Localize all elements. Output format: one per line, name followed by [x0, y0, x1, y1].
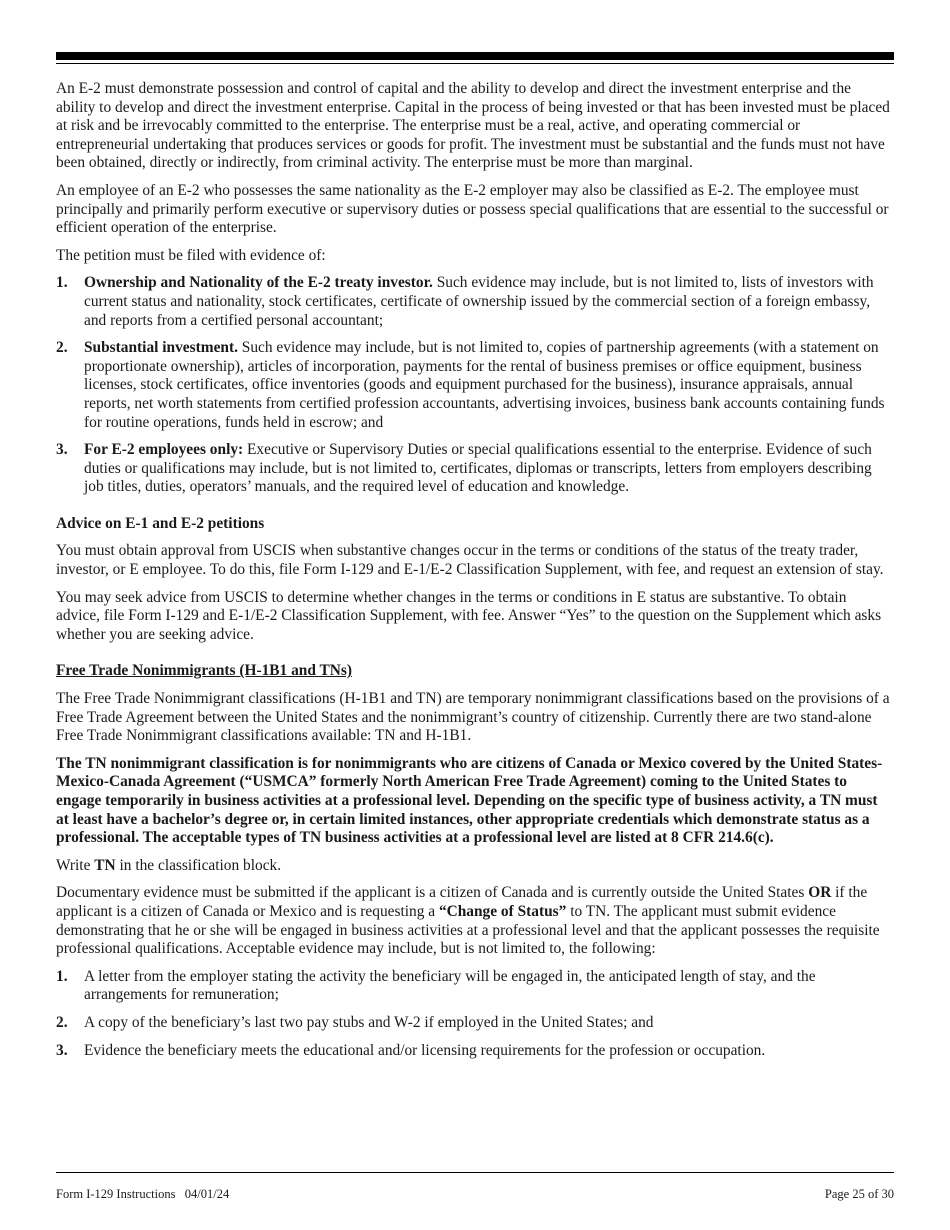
intro-paragraph-3: The petition must be filed with evidence of: — [56, 246, 326, 264]
free-trade-heading: Free Trade Nonimmigrants (H-1B1 and TNs) — [56, 662, 352, 680]
list-item-title: For E-2 employees only: — [84, 441, 244, 459]
list-text — [84, 274, 894, 330]
tn-classification-paragraph: The TN nonimmigrant classification is for nonimmigrants who are citizens of Canada or Mexico covered by the United States-Mexico-Canada Agreement (“USMCA” formerly North American Free Trade Agreement) coming to the United States to engage temporarily in business activities at a professional level. Depending on the specific type of business activity, a TN must at least have a bachelor’s degree or, in certain limited instances, other appropriate credentials which demonstrate status as a professional. The acceptable types of TN business activities at a professional level are listed at 8 CFR 214.6(c). — [56, 754, 883, 847]
doc-change-of-status: “Change of Status” — [438, 902, 567, 920]
write-tn-post: in the classification block. — [115, 856, 282, 874]
header-thin-rule — [56, 63, 894, 64]
list-number: 2. — [56, 339, 68, 357]
intro-paragraph-1: An E-2 must demonstrate possession and control of capital and the ability to develop and direct the investment enterprise and the ability to develop and direct the investment enterprise. Capital in the process of being invested or that has been invested must be placed at risk and be irrevocably committed to the enterprise. The enterprise must be a real, active, and operating commercial or entrepreneurial undertaking that produces services or goods for profit. The investment must be substantial and the funds must not have been obtained, directly or indirectly, from criminal activity. The enterprise must be more than marginal. — [56, 80, 890, 172]
doc-text-c: to TN. The applicant must submit evidence demonstrating that he or she will be engaged in business activities at a professional level and that the applicant possesses the requisite professional qualifications. Acceptable evidence may include, but is not limited to, the following: — [56, 902, 880, 958]
free-trade-paragraph-1: The Free Trade Nonimmigrant classifications (H-1B1 and TN) are temporary nonimmigrant classifications based on the provisions of a Free Trade Agreement between the United States and the nonimmigrant’s country of citizenship. Currently there are two stand-alone Free Trade Nonimmigrant classifications available: TN and H-1B1. — [56, 690, 890, 745]
footer-rule — [56, 1172, 894, 1173]
list-item-body: Such evidence may include, but is not limited to, lists of investors with current status and nationality, stock certificates, certificate of ownership issued by the commercial section of a foreign embassy, and reports from a certified personal accountant; — [84, 274, 874, 329]
list-text — [84, 441, 894, 497]
tn-list-item — [56, 1042, 894, 1061]
list-item-body: Such evidence may include, but is not limited to, copies of partnership agreements (with a statement on proportionate ownership), articles of incorporation, payments for the rental of business premises or office equipment, business licenses, stock certificates, office inventories (goods and equipment purchased for the business), insurance appraisals, annual reports, net worth statements from certified profession accountants, advertising invoices, business bank accounts containing funds for routine operations, funds held in escrow; and — [84, 339, 885, 431]
list-text: A letter from the employer stating the activity the beneficiary will be engaged in, the anticipated length of stay, and the arrangements for remuneration; — [84, 967, 816, 1004]
advice-heading: Advice on E-1 and E-2 petitions — [56, 514, 265, 532]
doc-text-b: if the applicant is a citizen of Canada or Mexico and is requesting a — [56, 884, 868, 920]
write-tn-code: TN — [94, 856, 116, 874]
list-text: A copy of the beneficiary’s last two pay stubs and W-2 if employed in the United States; and — [84, 1013, 654, 1031]
evidence-list-item — [56, 339, 894, 432]
write-tn-paragraph — [56, 857, 894, 876]
tn-evidence-list — [56, 968, 894, 1060]
intro-paragraph-2: An employee of an E-2 who possesses the same nationality as the E-2 employer may also be classified as E-2. The employee must principally and primarily perform executive or supervisory duties or possess special qualifications that are essential to the successful or efficient operation of the enterprise. — [56, 181, 889, 237]
footer-form-info: Form I-129 Instructions 04/01/24 — [56, 1187, 230, 1201]
tn-list-item — [56, 968, 894, 1005]
advice-paragraph-2: You may seek advice from USCIS to determine whether changes in the terms or conditions in E status are substantive. To obtain advice, file Form I-129 and E-1/E-2 Classification Supplement, with fee. Answer “Yes” to the question on the Supplement which asks whether you are seeking advice. — [56, 588, 882, 643]
write-tn-pre: Write — [56, 856, 95, 874]
list-number: 1. — [56, 967, 68, 985]
header-thick-rule — [56, 52, 894, 60]
footer-page-number: Page 25 of 30 — [824, 1187, 894, 1201]
list-number: 3. — [56, 1041, 68, 1059]
documentary-evidence-paragraph — [56, 884, 894, 958]
list-number: 1. — [56, 274, 68, 292]
list-text — [84, 339, 894, 432]
evidence-list-item — [56, 274, 894, 330]
evidence-list-item — [56, 441, 894, 497]
list-number: 3. — [56, 441, 68, 459]
doc-or: OR — [808, 884, 832, 902]
evidence-list — [56, 274, 894, 497]
list-text: Evidence the beneficiary meets the educational and/or licensing requirements for the profession or occupation. — [84, 1041, 766, 1059]
list-item-body: Executive or Supervisory Duties or special qualifications essential to the enterprise. Evidence of such duties or qualifications may include, but is not limited to, certificates, diplomas or transcripts, letters from employers describing job titles, duties, operators’ manuals, and the required level of education and knowledge. — [84, 441, 872, 496]
page-content — [56, 80, 894, 1069]
list-item-title: Substantial investment. — [84, 339, 238, 357]
tn-list-item — [56, 1014, 894, 1033]
list-number: 2. — [56, 1013, 68, 1031]
advice-paragraph-1: You must obtain approval from USCIS when substantive changes occur in the terms or conditions of the status of the treaty trader, investor, or E employee. To do this, file Form I-129 and E-1/E-2 Classification Supplement, with fee, and request an extension of stay. — [56, 542, 884, 579]
doc-text-a: Documentary evidence must be submitted if the applicant is a citizen of Canada and is currently outside the United States — [56, 884, 809, 902]
list-item-title: Ownership and Nationality of the E-2 treaty investor. — [84, 274, 433, 292]
